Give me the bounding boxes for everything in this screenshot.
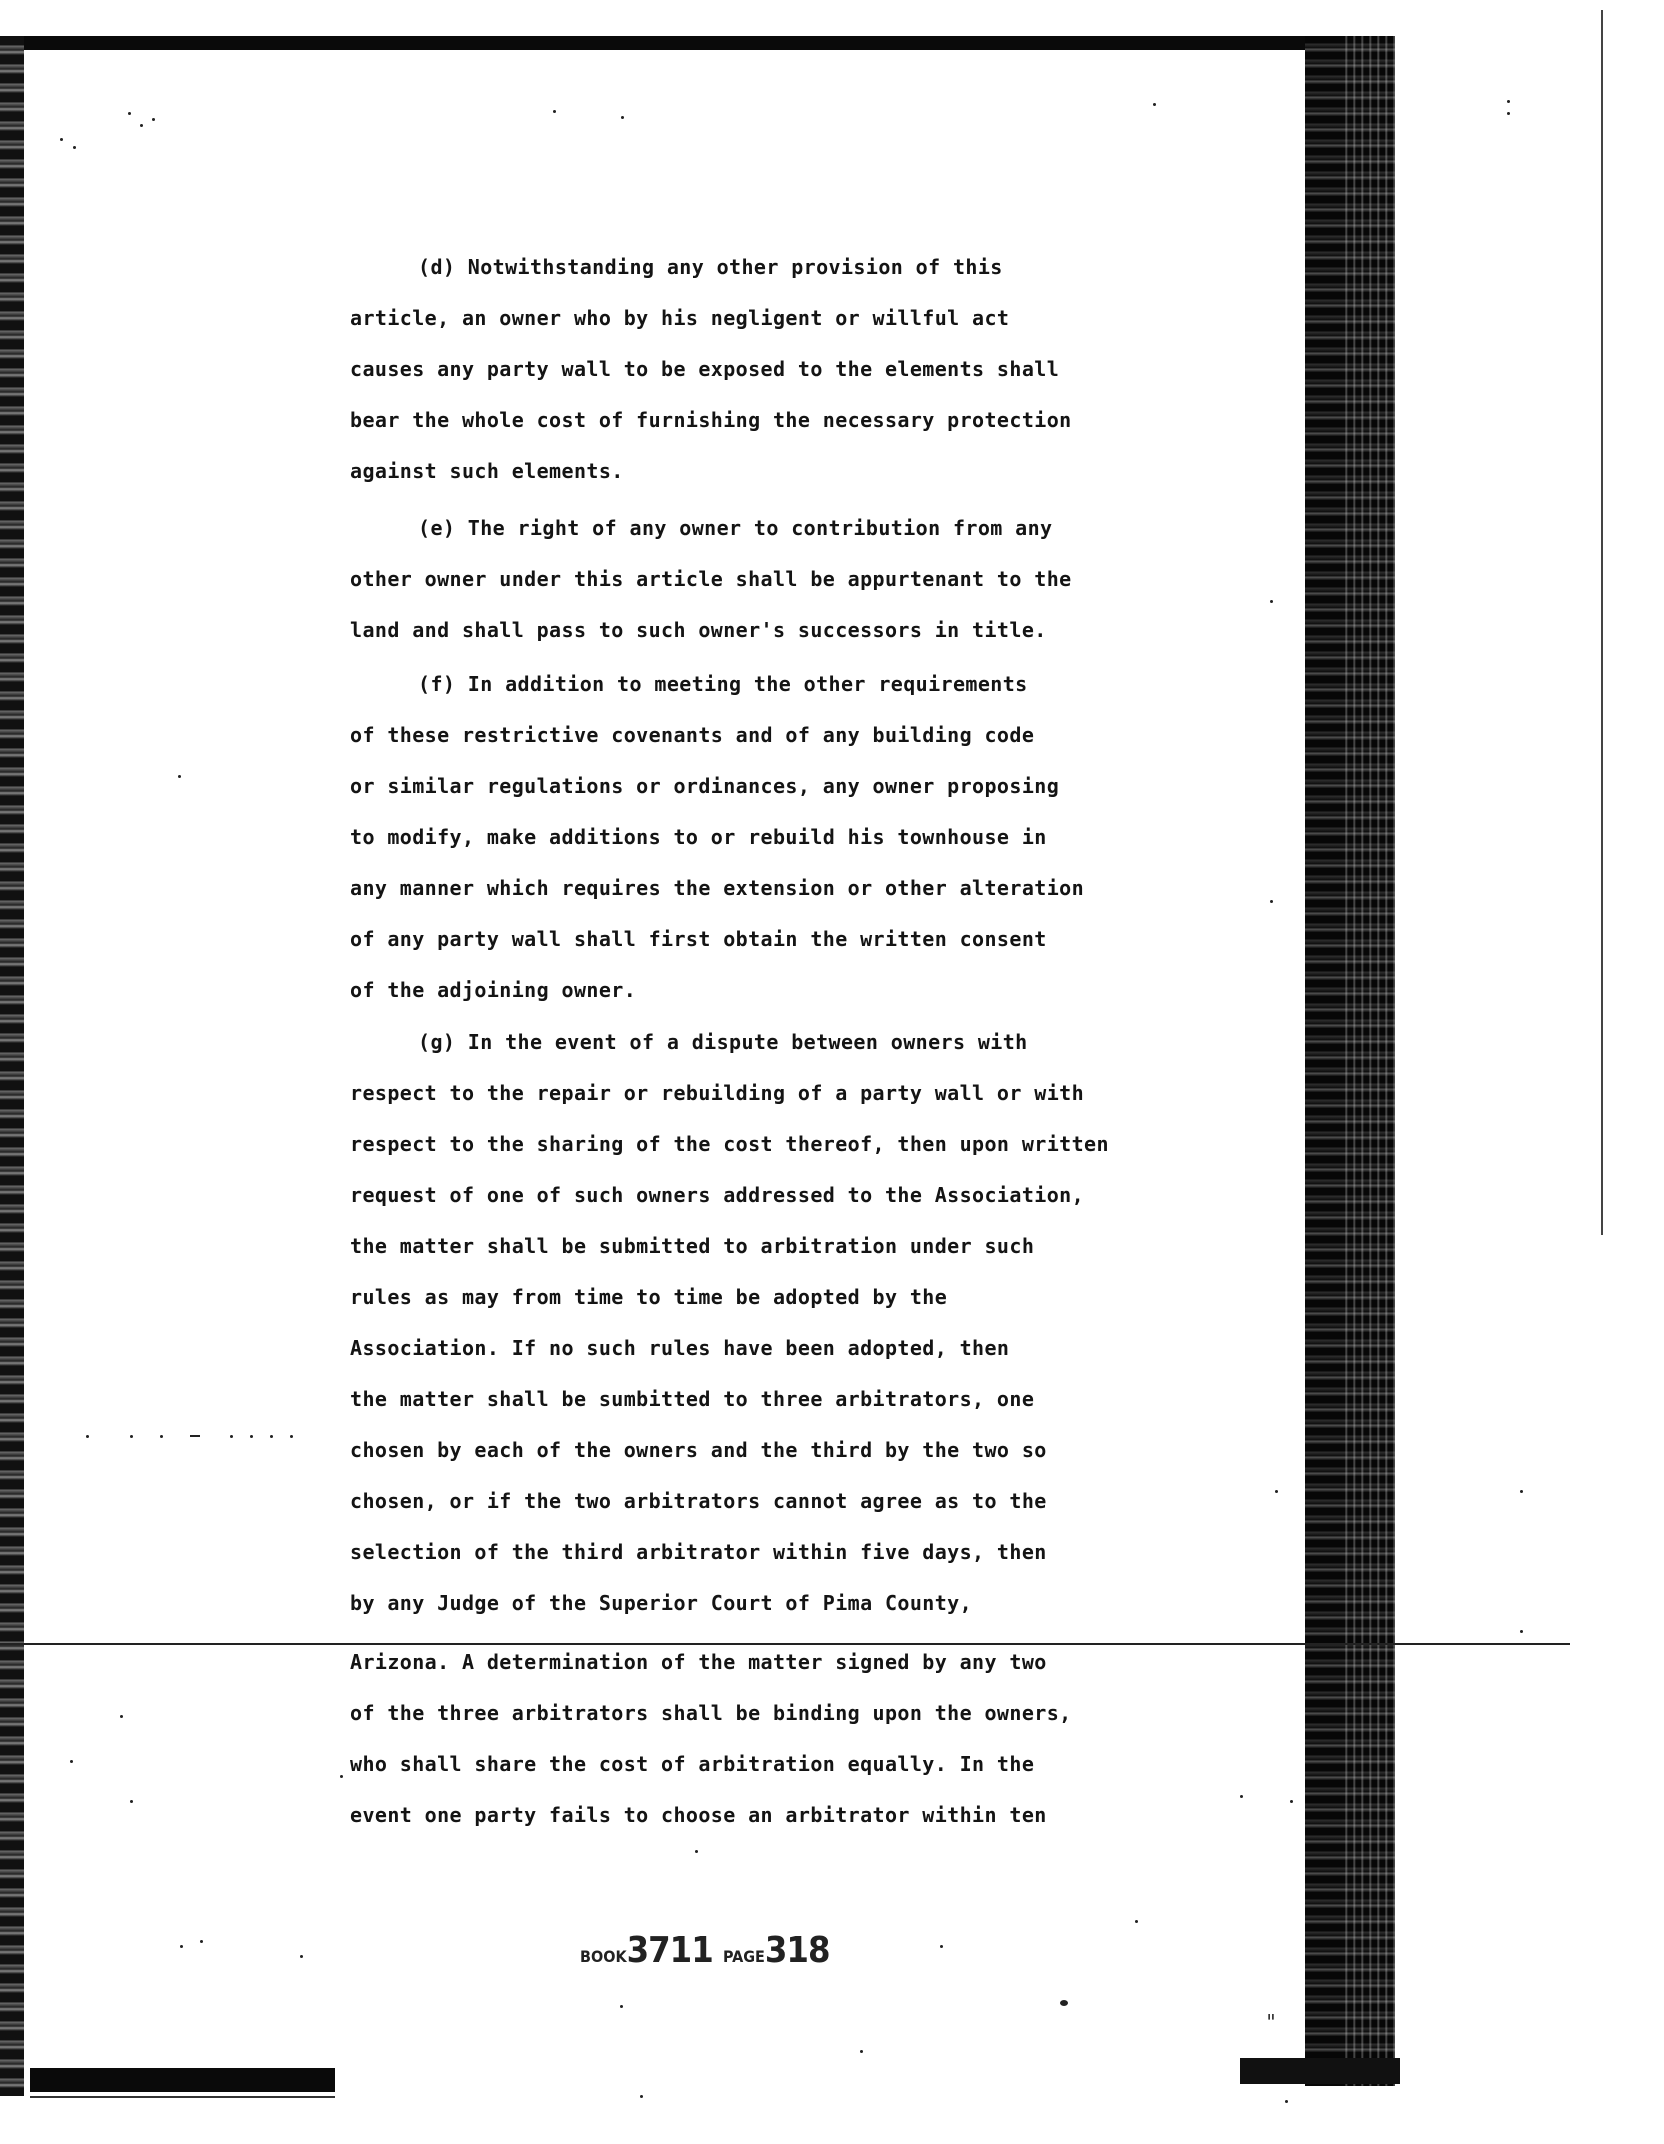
scan-speck bbox=[290, 1435, 293, 1438]
scan-speck bbox=[695, 1850, 698, 1853]
text-line: against such elements. bbox=[350, 459, 624, 483]
text-line: any manner which requires the extension or other alteration bbox=[350, 876, 1085, 900]
scan-speck bbox=[1135, 1920, 1138, 1923]
scan-speck bbox=[1270, 600, 1273, 603]
scan-speck bbox=[128, 112, 131, 115]
scan-line-bottom bbox=[30, 2096, 335, 2098]
scan-speck bbox=[1520, 1490, 1523, 1493]
scan-speck bbox=[1153, 103, 1156, 106]
scan-speck bbox=[1275, 1490, 1278, 1493]
text-line: article, an owner who by his negligent or willful act bbox=[350, 306, 1010, 330]
text-line: by any Judge of the Superior Court of Pima County, bbox=[350, 1591, 973, 1615]
text-line: (e) The right of any owner to contribution from any bbox=[418, 516, 1053, 540]
scan-speck bbox=[140, 124, 143, 127]
scan-speck bbox=[200, 1940, 203, 1943]
scan-border-bottom bbox=[30, 2068, 335, 2092]
scan-speck bbox=[940, 1945, 943, 1948]
scan-speck bbox=[160, 1435, 163, 1438]
scan-speck bbox=[152, 118, 155, 121]
scan-speck bbox=[60, 138, 63, 141]
scan-noise-right bbox=[1340, 36, 1395, 2086]
page-number: 318 bbox=[764, 1930, 830, 1971]
text-line: (f) In addition to meeting the other requirements bbox=[418, 672, 1028, 696]
scan-artifact-line bbox=[0, 1643, 1570, 1645]
text-line: of these restrictive covenants and of any building code bbox=[350, 723, 1035, 747]
text-line: of the adjoining owner. bbox=[350, 978, 637, 1002]
text-line: request of one of such owners addressed to the Association, bbox=[350, 1183, 1085, 1207]
text-line: chosen by each of the owners and the third by the two so bbox=[350, 1438, 1047, 1462]
text-line: land and shall pass to such owner's successors in title. bbox=[350, 618, 1047, 642]
text-line: Arizona. A determination of the matter signed by any two bbox=[350, 1650, 1047, 1674]
scan-speck bbox=[1507, 112, 1510, 115]
scan-block-bottom-right bbox=[1240, 2058, 1400, 2084]
text-line: the matter shall be sumbitted to three arbitrators, one bbox=[350, 1387, 1035, 1411]
text-line: or similar regulations or ordinances, any owner proposing bbox=[350, 774, 1060, 798]
scan-speck bbox=[1520, 1630, 1523, 1633]
scan-speck bbox=[553, 110, 556, 113]
text-line: the matter shall be submitted to arbitration under such bbox=[350, 1234, 1035, 1258]
scan-speck bbox=[230, 1435, 233, 1438]
book-label: BOOK bbox=[580, 1947, 627, 1966]
text-line: respect to the repair or rebuilding of a party wall or with bbox=[350, 1081, 1085, 1105]
text-line: respect to the sharing of the cost thereof, then upon written bbox=[350, 1132, 1109, 1156]
corner-mark: " bbox=[1265, 2010, 1278, 2034]
text-line: to modify, make additions to or rebuild his townhouse in bbox=[350, 825, 1047, 849]
scan-speck bbox=[180, 1945, 183, 1948]
scan-speck bbox=[86, 1435, 89, 1438]
scan-border-left bbox=[0, 36, 24, 2096]
text-line: event one party fails to choose an arbitrator within ten bbox=[350, 1803, 1047, 1827]
scan-speck bbox=[130, 1800, 133, 1803]
scan-speck bbox=[860, 2050, 863, 2053]
scan-artifact-vertical-line bbox=[1601, 10, 1603, 1235]
scan-speck bbox=[1060, 2000, 1068, 2006]
scan-speck bbox=[340, 1775, 343, 1778]
scan-border-top bbox=[0, 36, 1325, 50]
scan-speck bbox=[621, 116, 624, 119]
scan-speck bbox=[73, 146, 76, 149]
text-line: selection of the third arbitrator within five days, then bbox=[350, 1540, 1047, 1564]
scan-speck bbox=[1507, 100, 1510, 103]
page-label: PAGE bbox=[723, 1947, 765, 1966]
scan-speck bbox=[640, 2095, 643, 2098]
text-line: who shall share the cost of arbitration equally. In the bbox=[350, 1752, 1035, 1776]
text-line: (d) Notwithstanding any other provision of this bbox=[418, 255, 1003, 279]
scan-speck bbox=[250, 1435, 253, 1438]
scan-speck bbox=[130, 1435, 133, 1438]
scan-speck bbox=[70, 1760, 73, 1763]
text-line: other owner under this article shall be appurtenant to the bbox=[350, 567, 1072, 591]
scan-speck bbox=[620, 2005, 623, 2008]
scan-speck bbox=[270, 1435, 273, 1438]
text-line: chosen, or if the two arbitrators cannot agree as to the bbox=[350, 1489, 1047, 1513]
text-line: Association. If no such rules have been adopted, then bbox=[350, 1336, 1010, 1360]
scan-speck bbox=[190, 1435, 200, 1437]
text-line: causes any party wall to be exposed to the elements shall bbox=[350, 357, 1060, 381]
scan-speck bbox=[1270, 900, 1273, 903]
scan-speck bbox=[1290, 1800, 1293, 1803]
text-line: rules as may from time to time be adopted by the bbox=[350, 1285, 948, 1309]
text-line: of the three arbitrators shall be binding upon the owners, bbox=[350, 1701, 1072, 1725]
scan-speck bbox=[1240, 1795, 1243, 1798]
scan-speck bbox=[1285, 2100, 1288, 2103]
scan-speck bbox=[178, 775, 181, 778]
text-line: (g) In the event of a dispute between owners with bbox=[418, 1030, 1028, 1054]
text-line: of any party wall shall first obtain the written consent bbox=[350, 927, 1047, 951]
text-line: bear the whole cost of furnishing the necessary protection bbox=[350, 408, 1072, 432]
book-page-stamp bbox=[580, 1930, 830, 1971]
scan-speck bbox=[300, 1955, 303, 1958]
scan-speck bbox=[120, 1715, 123, 1718]
book-number: 3711 bbox=[626, 1930, 713, 1971]
